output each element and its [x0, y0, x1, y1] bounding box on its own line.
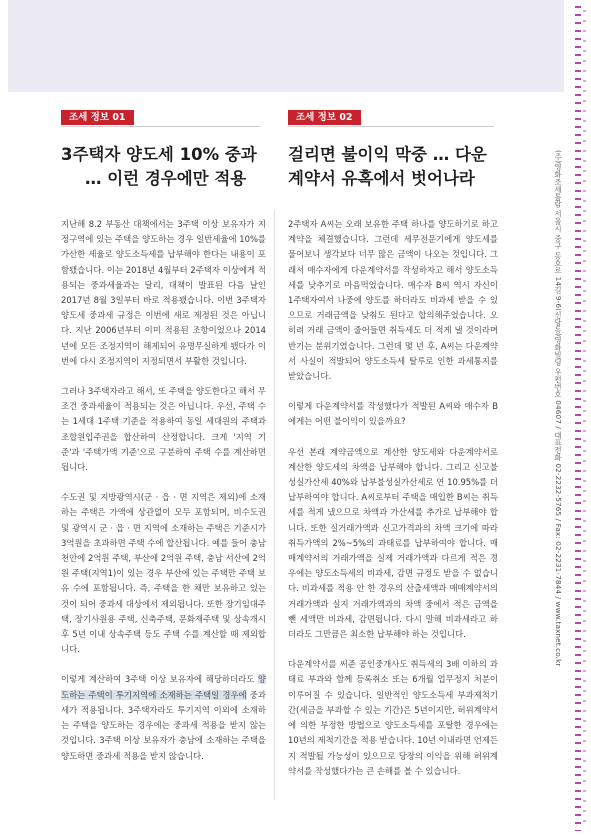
highlighted-sentence: 양도하는 주택이 투기지역에 소재하는 주택일 경우에	[61, 674, 266, 700]
article-2-paragraph-1: 2주택자 A씨는 오래 보유한 주택 하나를 양도하기로 하고 계약을 체결했습니다. 그런데 세무전문기에게 양도세를 물어보니 생각보다 너무 많은 금액이 나오는 것입니다. 그래서 매수자에게 다운계약서를 작성하자고 해서 양도소득세를 낮추기로 마음먹었습니다. 매수자 B씨 역시 자신이 1주택자여서 나중에 양도를 하더라도 비과세 받을 수 있으므로 거래금액을 낮춰도 된다고 합의해주었습니다. 오히려 거래 금액이 줄어들면 취득세도 더 적게 낼 것이라며 반기는 분위기였습니다. 그런데 몇 년 후, A씨는 다운계약서 사실이 적발되어 양도소득세 탈루로 인한 과세통지를 받았습니다.	[288, 219, 498, 382]
article-2-headline-line-2: 계약서 유혹에서 벗어나라	[288, 169, 475, 188]
binding-dots	[575, 6, 581, 831]
article-2-tag-rule	[288, 126, 494, 127]
article-1-paragraph-4-end: 중과세가 적용됩니다. 3주택자라도 투기지역 이외에 소재하는 주택을 양도하는 경우에는 중과세 적용을 받지 않는 것입니다. 3주택 이상 보유자가 충남에 소재하는 주택을 양도하면 중과세 적용을 받지 않습니다.	[61, 689, 266, 761]
column-divider	[274, 210, 275, 800]
publisher-credit: (주)영화조세통람 서울시 중구 동호로 14길 9-6(신당동)영화빌딩 우편번호 04607 / 대표전화 02-2232-5765 / Fax: 02-2231-7844 / www.taxnet.co.kr	[554, 150, 563, 667]
article-1-tag: 조세 정보 01	[61, 110, 134, 125]
article-1-tag-rule	[61, 126, 260, 127]
article-1-headline-line-2: … 이런 경우에만 적용	[85, 169, 247, 188]
article-2-paragraph-4: 다운계약서를 써준 공인중개사도 취득세의 3배 이하의 과태료 부과와 함께 등록취소 또는 6개월 업무정지 처분이 이루어질 수 있습니다. 일반적인 양도소득세 부과제척기간(세금을 부과할 수 있는 기간)은 5년이지만, 허위계약서에 의한 부정한 방법으로 양도소득세를 포탈한 경우에는 10년의 제척기간을 적용 받습니다. 10년 이내라면 언제든지 적발될 가능성이 있으므로 당장의 이익을 위해 허위계약서를 작성했다가는 큰 손해를 볼 수 있습니다.	[288, 659, 498, 776]
article-2-headline-line-1: 걸리면 불이익 막중 … 다운	[288, 145, 487, 164]
article-1-paragraph-4	[61, 672, 266, 763]
binding-dots-light	[583, 10, 586, 830]
article-1-headline	[61, 143, 271, 191]
article-2-paragraph-3: 우선 본래 계약금액으로 계산한 양도세와 다운계약서로 계산한 양도세의 차액을 납부해야 합니다. 그리고 신고불성실가산세 40%와 납부불성실가산세로 연 10.95%를 더 납부하여야 합니다. A씨로부터 주택을 매입한 B씨는 취득세를 적게 냈으므로 차액과 가산세를 추가로 납부해야 합니다. 또한 실거래가액과 신고가격과의 차액 크기에 따라 취득가액의 2%~5%의 과태료를 납부하여야 합니다. 매매계약서의 거래가액을 실제 거래가액과 다르게 적은 경우에는 양도소득세의 비과세, 감면 규정도 받을 수 없습니다. 비과세를 적용 안 한 경우의 산출세액과 매매계약서의 거래가액과 실지 거래가액과의 차액 중에서 적은 금액을 뺀 세액만 비과세, 감면됩니다. 다시 말해 비과세라고 하더라도 그만큼은 최소한 납부해야 하는 것입니다.	[288, 446, 498, 640]
article-1-headline-line-1: 3주택자 양도세 10% 중과	[61, 145, 257, 164]
article-2-paragraph-2: 이렇게 다운계약서를 작성했다가 적발된 A씨와 매수자 B에게는 어떤 불이익이 있을까요?	[288, 401, 498, 427]
article-1-paragraph-1: 지난해 8.2 부동산 대책에서는 3주택 이상 보유자가 지정구역에 있는 주택을 양도하는 경우 일반세율에 10%를 가산한 세율로 양도소득세를 납부해야 한다는 내용이 포함됐습니다. 이는 2018년 4월부터 2주택자 이상에게 적용되는 중과세율과는 달리, 대책이 발표된 다음 날인 2017년 8월 3일부터 바로 적용됐습니다. 이번 3주택자 양도세 중과세 규정은 이번에 새로 제정된 것은 아닙니다. 지난 2006년부터 이미 적용된 조항이었으나 2014년에 모든 조정지역이 해제되어 유명무실하게 됐다가 이번에 다시 조정지역이 지정되면서 부활한 것입니다.	[61, 219, 266, 366]
article-2-body	[288, 217, 498, 794]
binding-edge	[572, 0, 591, 835]
top-banner-band	[8, 0, 564, 92]
article-2-headline	[288, 143, 503, 191]
article-1-paragraph-4-start: 이렇게 계산하여 3주택 이상 보유자에 해당하더라도	[61, 674, 258, 685]
article-1-paragraph-3: 수도권 및 지방광역시(군 · 읍 · 면 지역은 제외)에 소재하는 주택은 가액에 상관없이 모두 포함되며, 비수도권 및 광역시 군 · 읍 · 면 지역에 소재하는 주택은 기준시가 3억원을 초과하면 주택 수에 합산됩니다. 예를 들어 충남 천안에 2억원 주택, 부산에 2억원 주택, 충남 서산에 2억원 주택(지역1)이 있는 경우 부산에 있는 주택만 주택 보유 수에 포함됩니다. 즉, 주택을 한 채만 보유하고 있는 것이 되어 중과세 대상에서 제외됩니다. 또한 장기임대주택, 장기사원용 주택, 신축주택, 문화재주택 및 상속개시 후 5년 이내 상속주택 등도 주택 수를 계산할 때 제외합니다.	[61, 492, 266, 655]
article-1-body	[61, 217, 266, 779]
article-2-tag: 조세 정보 02	[288, 110, 361, 125]
article-1-paragraph-2: 그러나 3주택자라고 해서, 또 주택을 양도한다고 해서 무조건 중과세율이 적용되는 것은 아닙니다. 우선, 주택 수는 1세대 1주택 기준을 적용하여 동일 세대원의 주택과 조합원입주권을 합산하여 산정합니다. 크게 '지역 기준'과 '주택가액 기준'으로 구분하여 주택 수를 계산하면 됩니다.	[61, 386, 266, 473]
